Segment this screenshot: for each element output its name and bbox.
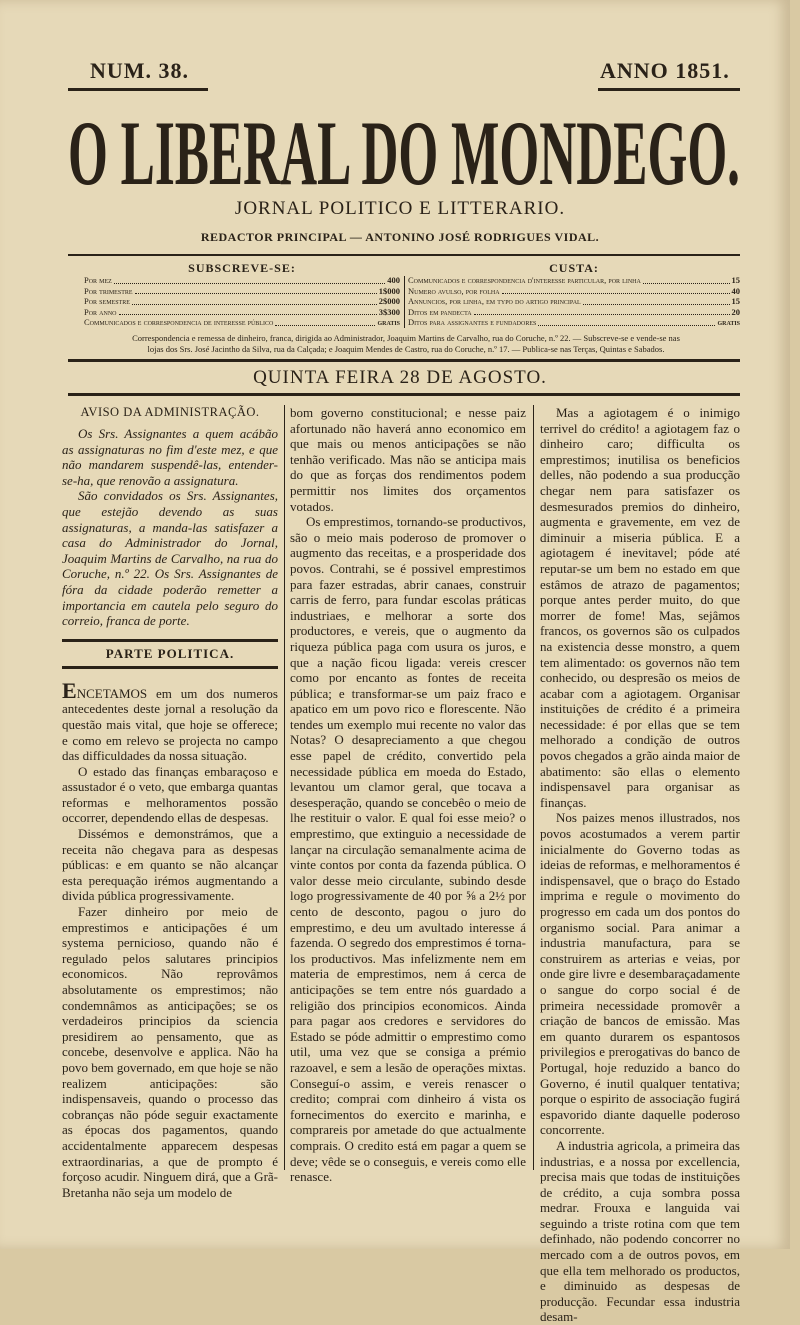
divider xyxy=(62,666,278,669)
dot-leader xyxy=(114,283,385,284)
row-value: 15 xyxy=(731,275,740,285)
row-value: 400 xyxy=(387,275,400,285)
dot-leader xyxy=(583,304,730,305)
table-row xyxy=(84,286,400,297)
row-value: 40 xyxy=(731,285,740,296)
row-label: Por trimestre xyxy=(84,285,133,296)
paragraph: Os Srs. Assignantes a quem acábão as assignaturas no fim d'este mez, e que não mandarem suspendê-las, entender-se-ha, que renovão a assignatura. xyxy=(62,426,278,488)
editor-line: REDACTOR PRINCIPAL — ANTONINO JOSÉ RODRIGUES VIDAL. xyxy=(200,230,600,244)
administration-notice xyxy=(70,333,742,354)
dot-leader xyxy=(474,314,730,315)
table-row xyxy=(84,296,400,307)
paragraph: Mas a agiotagem é o inimigo terrivel do crédito! a agiotagem faz o dinheiro caro; difficulta os emprestimos; inutilisa os beneficios delles, não podendo a sua producção chegar nem para satisfazer os desmesurados premios do dinheiro, augmenta e gravemente, em vez de diminuir a miseria pública. E a agiotagem é inevitavel; póde até reputar-se um bem no estado em que estâmos de atrazo de pagamentos; porque antes perder muito, do que morrer de fome! Mas, sejâmos francos, os governos são os culpados na existencia desse monstro, a quem tem alimentado: os governos não tem conhecido, ou despresão os meios de acabar com a agiotagem. Organisar instituições de crédito é a primeira necessidade: é por ellas que se tem melhorado a condição de outros povos chegados a grão ainda maior de abatimento: são ellas o elemento indispensavel para organisar as finanças. xyxy=(540,405,740,810)
paragraph: Os emprestimos, tornando-se productivos, são o meio mais poderoso de promover o augmento das receitas, e a prosperidade dos povos. Contrahi, se é possivel emprestimos para fazer estradas, abrir canaes, construir carris de ferro, para fundar escolas práticas industriaes, e melhorar a sorte dos productores, e vereis, que o augmento da riqueza pública paga com usura os juros, e que a nação ficou ligada: vereis crescer como por encanto as fontes de receita pública; e transformar-se um paiz fraco e apatico em um povo rico e florescente. Não tendes um exemplo mui recente no valor das Notas? O desapreciamento a que chegou esse papel de crédito, convertido pela necessidade pública em moeda do Estado, levantou um clamor geral, que tocava a desesperação, quando se concebêo o meio de lhe restituir o valor. E qual foi esse meio? o emprestimo, que extinguio a necessidade de lançar na circulação semanalmente acima de vinte contos por conta da fazenda pública. O valor desse meio circulante, subindo desde logo progressivamente de 40 por ⅝ a 2½ por cento de desconto, pagou o juro do emprestimo, e deu um avultado interesse á fazenda. O segredo dos emprestimos é torna-los productivos. Mas infelizmente nem em materia de emprestimos, nem á cerca de anticipações se tem entre nós guardado a religião dos principios economicos. Ainda para pagar aos credores e servidores do Estado se póde admittir o emprestimo como util, uma vez que se consiga a prémio razoavel, e sem a lesão de operações mixtas. Conseguí-o assim, e vereis renascer o credito; comprai com dinheiro á vista os fornecimentos do exercito e marinha, e comprareis por ametade do que actualmente comprais. O credito está em pagar a quem se deve; vêde se o conseguis, e vereis como elle renasce. xyxy=(290,514,526,1185)
notice-line: Correspondencia e remessa de dinheiro, franca, dirigida ao Administrador, Joaquim Martins de Carvalho, rua do Coruche, n.º 22. — Subscreve-se e vende-se nas xyxy=(132,333,680,343)
table-row xyxy=(408,286,740,297)
table-row xyxy=(408,307,740,318)
issue-date: QUINTA FEIRA 28 DE AGOSTO. xyxy=(253,367,547,388)
paragraph: ENCETAMOS em um dos numeros antecedentes deste jornal a resolução da questão mais vital, que hoje se offerece; e como em relevo se projecta no campo das difficuldades da nossa situação. xyxy=(62,677,278,764)
row-value: gratis xyxy=(717,317,740,327)
divider xyxy=(68,359,740,362)
row-label: Communicados e correspondencia de interesse público xyxy=(84,317,274,327)
dot-leader xyxy=(119,314,377,315)
divider xyxy=(404,276,405,328)
divider xyxy=(68,88,208,91)
table-row xyxy=(84,317,400,328)
newspaper-subtitle: JORNAL POLITICO E LITTERARIO. xyxy=(234,198,566,219)
costs-table xyxy=(408,262,740,328)
column-2 xyxy=(290,405,526,1185)
table-row xyxy=(84,275,400,286)
subscription-table xyxy=(84,262,400,328)
row-label: Communicados e correspondencia d'interesse particular, por linha xyxy=(408,275,641,285)
row-label: Ditos para assignantes e fundadores xyxy=(408,317,537,327)
issue-year: ANNO 1851. xyxy=(600,58,730,83)
row-label: Ditos em pandecta xyxy=(408,306,472,317)
row-label: Annuncios, por linha, em typo do artigo principal xyxy=(408,296,581,306)
column-3 xyxy=(540,405,740,1325)
paragraph: bom governo constitucional; e nesse paiz afortunado não haverá anno economico em que mais ou menos anticipações se não tenhão verificado. Mas não se anticipa mais do que as forças dos rendimentos podem permittir nos limites dos orçamentos votados. xyxy=(290,405,526,514)
paragraph: A industria agricola, a primeira das industrias, e a nossa por excellencia, precisa mais que todas de instituições de crédito, a cuja sombra possa medrar. Frouxa e languida vai seguindo a triste rotina com que tem definhado, não podendo concorrer no mercado com a de outros povos, em que ella tem melhorado os productos, e diminuido as despesas de producção. Fecundar essa industria desam- xyxy=(540,1137,740,1325)
column-divider xyxy=(284,405,285,1170)
row-label: Por semestre xyxy=(84,296,130,306)
row-label: Por mez xyxy=(84,275,112,285)
section-heading: PARTE POLITICA. xyxy=(105,645,235,661)
column-1 xyxy=(62,405,278,1200)
notice-heading: AVISO DA ADMINISTRAÇÃO. xyxy=(80,405,260,419)
paragraph: O estado das finanças embaraçoso e assustador é o veto, que embarga quantas reformas e melhoramentos possão occorrer, dependendo ellas de despesas. xyxy=(62,763,278,826)
dot-leader xyxy=(502,293,730,294)
newspaper-title-text: O LIBERAL DO MONDEGO. xyxy=(68,102,740,196)
column-divider xyxy=(533,405,534,1170)
dot-leader xyxy=(132,304,377,305)
paragraph: São convidados os Srs. Assignantes, que estejão devendo as suas assignaturas, a manda-las satisfazer a casa do Administrador do Jornal, Joaquim Martins de Carvalho, na rua do Coruche, n.º 22. Os Srs. Assignantes de fóra da cidade poderão remetter a importancia em cautela pelo seguro do correio, franca de porte. xyxy=(62,488,278,629)
dot-leader xyxy=(643,283,730,284)
row-value: 2$000 xyxy=(378,296,400,306)
dot-leader xyxy=(538,325,715,326)
dot-leader xyxy=(135,293,377,294)
issue-number: NUM. 38. xyxy=(90,58,190,83)
row-value: gratis xyxy=(377,317,400,327)
table-row xyxy=(408,275,740,286)
divider xyxy=(598,88,740,91)
divider xyxy=(62,639,278,642)
divider xyxy=(68,393,740,396)
row-value: 1$000 xyxy=(378,285,400,296)
row-label: Numero avulso, por folha xyxy=(408,285,500,296)
drop-cap: E xyxy=(62,677,77,703)
table-row xyxy=(408,317,740,328)
costs-heading: CUSTA: xyxy=(549,261,599,275)
row-value: 15 xyxy=(731,296,740,306)
row-value: 3$300 xyxy=(378,306,400,317)
paragraph: Dissémos e demonstrámos, que a receita não chegava para as despesas públicas: e em quanto se não alcançar esta perequação irémos augmentando a divida pública progressivamente. xyxy=(62,826,278,904)
notice-line: lojas dos Srs. José Jacintho da Silva, rua da Calçada; e Joaquim Mendes de Castro, rua do Coruche, n.º 17. — Publica-se nas Terças, Quintas e Sabados. xyxy=(147,343,665,354)
table-row xyxy=(84,307,400,318)
paragraph: Fazer dinheiro por meio de emprestimos e anticipações é um systema pernicioso, quando não é regulado pelos salutares principios economicos. Não reprovâmos absolutamente os emprestimos; não condemnâmos as anticipações; se os verdadeiros principios da sciencia presidirem ao pensamento, que as concebe, desenvolve e applica. Não ha povo bem governado, em que hoje se não realizem anticipações: são indispensaveis, quando o processo das cobranças não póde seguir exactamente as épocas dos pagamentos, quando accidentalmente apparecem despesas extraordinarias, a que de prompto é forçoso acudir. Ninguem dirá, que a Grã-Bretanha não seja um modelo de xyxy=(62,904,278,1200)
subscription-heading: SUBSCREVE-SE: xyxy=(188,261,296,275)
table-row xyxy=(408,296,740,307)
dot-leader xyxy=(275,325,375,326)
paragraph: Nos paizes menos illustrados, nos povos acostumados a verem partir inicialmente do Governo todas as ideias de reformas, e melhoramentos é indispensavel, que o braço do Estado imprima e regule o movimento do progresso em cada um dos pontos do organismo social. Para animar a industria manufactura, para se construirem as arterias e veias, por onde gire livre e desembaraçadamente o sangue do corpo social é de primeira necessidade promovêr a criação de bancos de emissão. Mas em quanto durarem os espantosos privilegios e prerogativas do banco de Portugal, hoje reduzido a banco do Governo, é inutil qualquer tentativa; porque o espirito de associação fugirá espavorido diante daquelle poderoso concorrente. xyxy=(540,810,740,1138)
divider xyxy=(68,254,740,256)
row-label: Por anno xyxy=(84,306,117,317)
row-value: 20 xyxy=(731,306,740,317)
newspaper-title xyxy=(68,102,740,196)
